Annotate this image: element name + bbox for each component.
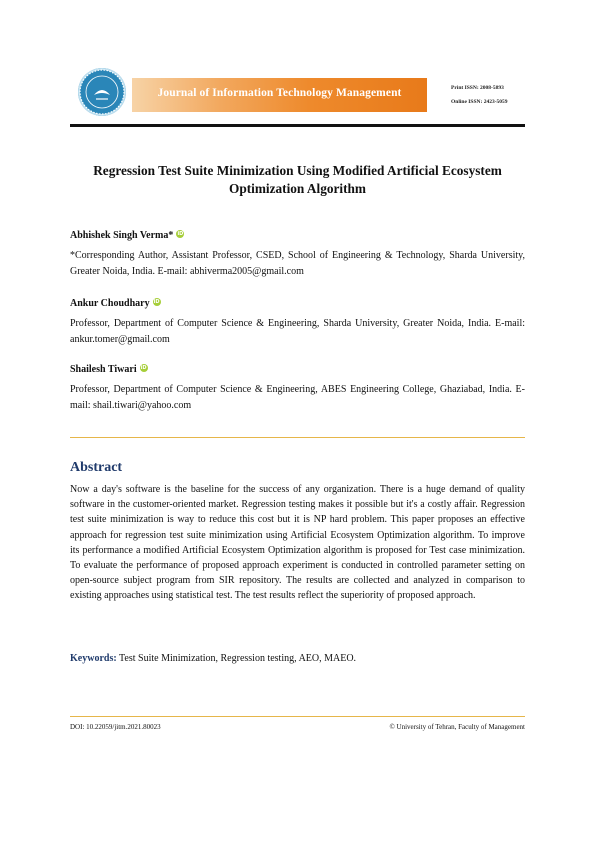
section-divider: [70, 437, 525, 438]
footer-divider: [70, 716, 525, 717]
university-seal-icon: [78, 68, 126, 116]
journal-banner: [132, 78, 427, 112]
abstract-heading: Abstract: [70, 460, 123, 475]
author-name-text: Abhishek Singh Verma*: [70, 230, 174, 241]
copyright-text: © University of Tehran, Faculty of Management: [389, 723, 525, 731]
orcid-icon[interactable]: iD: [153, 299, 160, 305]
print-issn: Print ISSN: 2008-5893: [451, 85, 504, 91]
orcid-icon[interactable]: iD: [140, 365, 147, 371]
author-affiliation: Professor, Department of Computer Science & Engineering, Sharda University, Greater Noida, India. E-mail: ankur.tomer@gmail.com: [70, 318, 525, 345]
author-name: [70, 298, 161, 309]
keywords: [70, 653, 525, 664]
header-divider: [70, 124, 525, 127]
author-name: [70, 364, 148, 375]
keywords-label: Keywords:: [70, 653, 117, 664]
author-name-text: Shailesh Tiwari: [70, 364, 137, 375]
paper-title: Regression Test Suite Minimization Using Modified Artificial Ecosystem Optimization Algorithm: [93, 163, 502, 196]
author-affiliation: Professor, Department of Computer Science & Engineering, ABES Engineering College, Ghaziabad, India. E-mail: shail.tiwari@yahoo.com: [70, 384, 525, 411]
author-affiliation: *Corresponding Author, Assistant Professor, CSED, School of Engineering & Technology, Sharda University, Greater Noida, India. E-mail: abhiverma2005@gmail.com: [70, 250, 525, 277]
abstract-body: Now a day's software is the baseline for the success of any organization. There is a huge demand of quality software in the customer-oriented market. Regression testing makes it possible but it's a costly affair. Regression test suite minimization is way to reduce this cost but it is NP hard problem. This paper proposes an effective approach for regression test suite minimization using Artificial Ecosystem Optimization algorithm. To improve its performance a modified Artificial Ecosystem Optimization algorithm is proposed for Test case minimization. To evaluate the performance of proposed approach experiment is conducted in controlled parameter setting on open-source subject program from SIR repository. The results are collected and analyzed in comparison to existing approaches using statistical test. The test results reflect the superiority of proposed approach.: [70, 484, 525, 602]
orcid-icon[interactable]: iD: [177, 231, 184, 237]
online-issn: Online ISSN: 2423-5059: [451, 99, 508, 105]
journal-name: Journal of Information Technology Management: [157, 87, 402, 99]
doi-text: DOI: 10.22059/jitm.2021.80023: [70, 723, 161, 731]
keywords-text: Test Suite Minimization, Regression testing, AEO, MAEO.: [119, 653, 357, 664]
author-name: [70, 230, 184, 241]
author-name-text: Ankur Choudhary: [70, 298, 150, 309]
